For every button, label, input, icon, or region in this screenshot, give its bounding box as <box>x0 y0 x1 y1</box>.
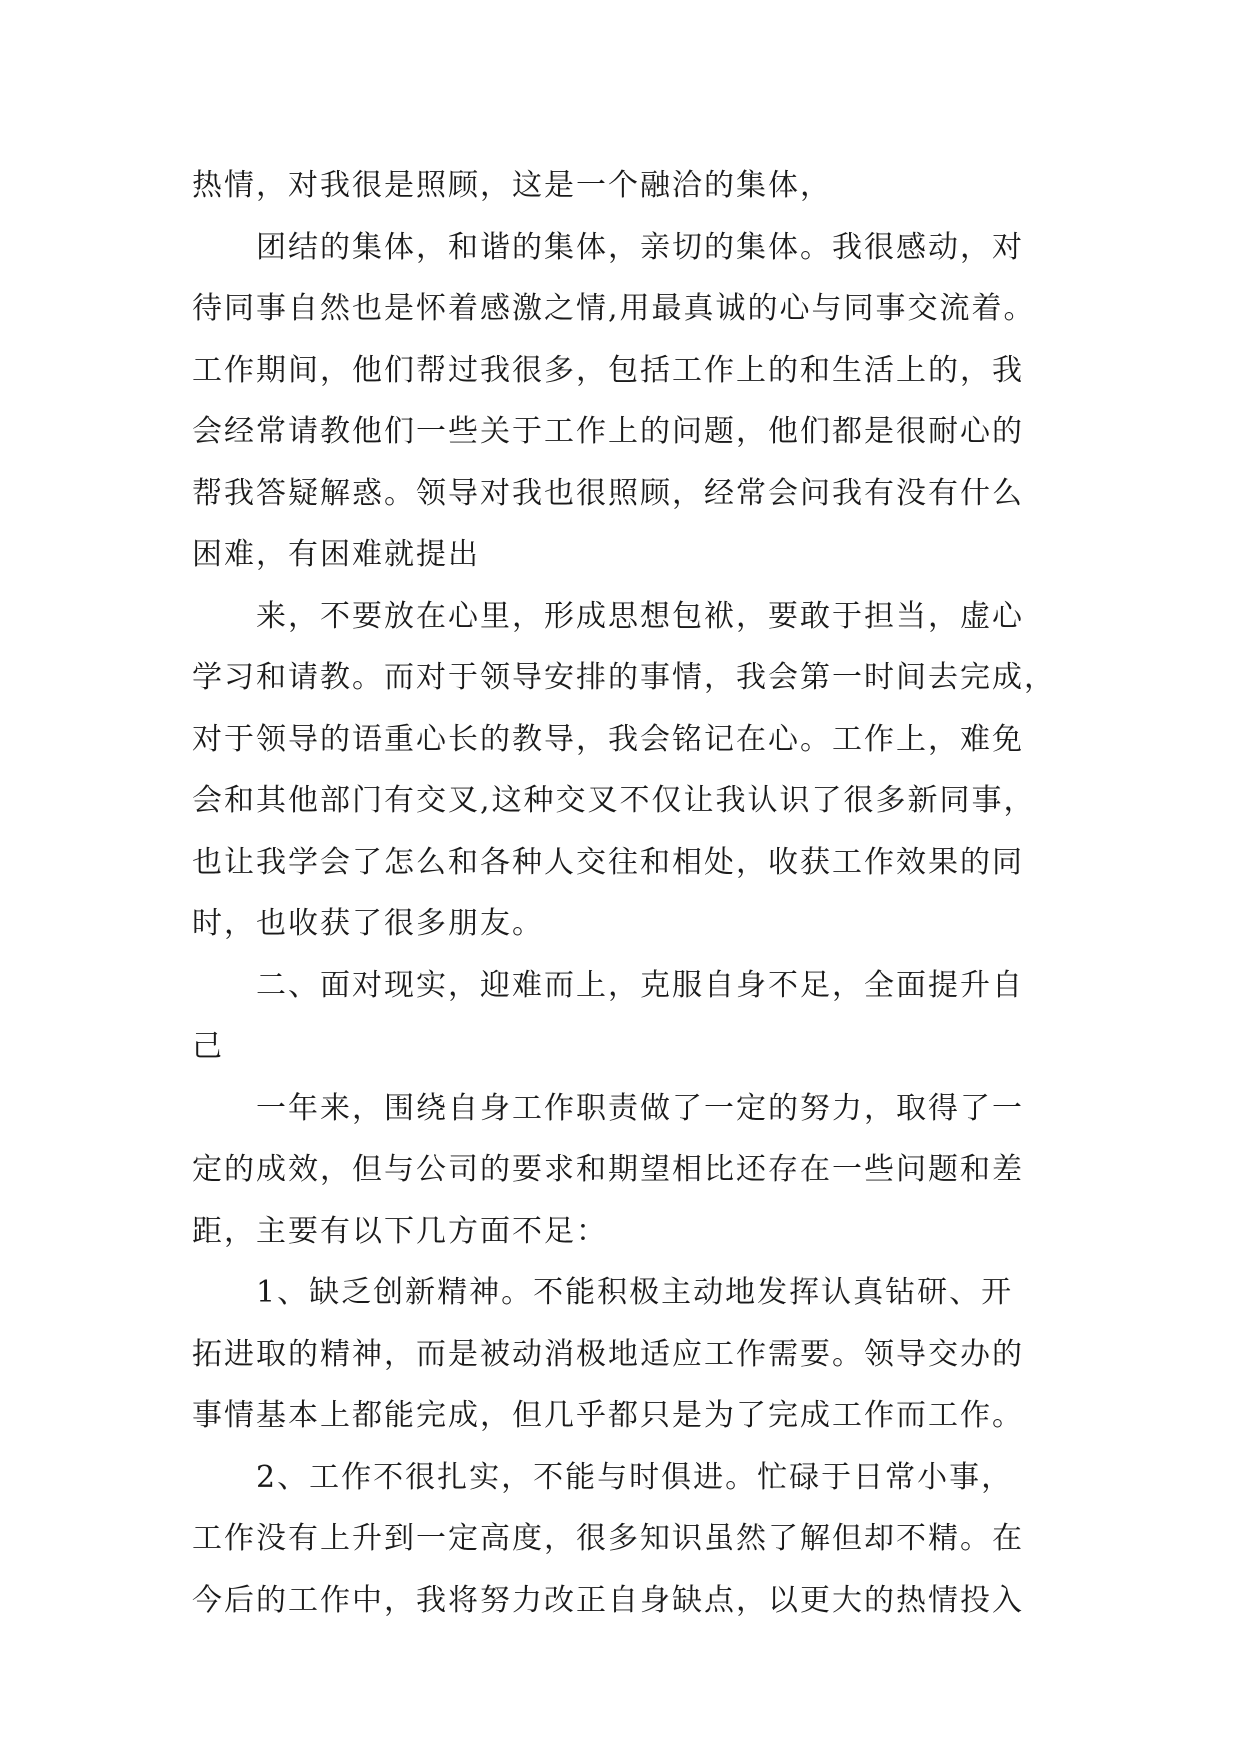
text-line: 学习和请教。而对于领导安排的事情，我会第一时间去完成， <box>192 660 1056 695</box>
text-line: 2、工作不很扎实，不能与时俱进。忙碌于日常小事， <box>256 1459 1014 1495</box>
text-line: 帮我答疑解惑。领导对我也很照顾，经常会问我有没有什么 <box>192 475 1024 511</box>
text-line: 己 <box>192 1029 224 1064</box>
text-line: 今后的工作中，我将努力改正自身缺点，以更大的热情投入 <box>192 1582 1024 1618</box>
text-line: 1、缺乏创新精神。不能积极主动地发挥认真钻研、开 <box>256 1275 1014 1310</box>
text-line: 也让我学会了怎么和各种人交往和相处，收获工作效果的同 <box>192 844 1024 880</box>
text-line: 会经常请教他们一些关于工作上的问题，他们都是很耐心的 <box>192 414 1024 449</box>
text-line: 待同事自然也是怀着感激之情,用最真诚的心与同事交流着。 <box>192 291 1036 326</box>
document-body <box>192 155 1072 1631</box>
text-line: 二、面对现实，迎难而上，克服自身不足，全面提升自 <box>256 967 1024 1003</box>
text-line: 距，主要有以下几方面不足： <box>192 1213 608 1249</box>
text-line: 一年来，围绕自身工作职责做了一定的努力，取得了一 <box>256 1090 1024 1126</box>
text-line: 时，也收获了很多朋友。 <box>192 906 544 941</box>
text-line: 来，不要放在心里，形成思想包袱，要敢于担当，虚心 <box>256 598 1024 634</box>
text-line: 团结的集体，和谐的集体，亲切的集体。我很感动，对 <box>256 229 1024 265</box>
text-line: 会和其他部门有交叉,这种交叉不仅让我认识了很多新同事， <box>192 783 1036 818</box>
text-line: 对于领导的语重心长的教导，我会铭记在心。工作上，难免 <box>192 721 1024 757</box>
text-line: 定的成效，但与公司的要求和期望相比还存在一些问题和差 <box>192 1152 1024 1187</box>
text-line: 事情基本上都能完成，但几乎都只是为了完成工作而工作。 <box>192 1398 1024 1433</box>
text-line: 困难，有困难就提出 <box>192 537 480 572</box>
text-line: 工作期间，他们帮过我很多，包括工作上的和生活上的，我 <box>192 352 1024 388</box>
text-line: 热情，对我很是照顾，这是一个融洽的集体， <box>192 168 832 203</box>
text-line: 拓进取的精神，而是被动消极地适应工作需要。领导交办的 <box>192 1336 1024 1372</box>
text-line: 工作没有上升到一定高度，很多知识虽然了解但却不精。在 <box>192 1521 1024 1556</box>
